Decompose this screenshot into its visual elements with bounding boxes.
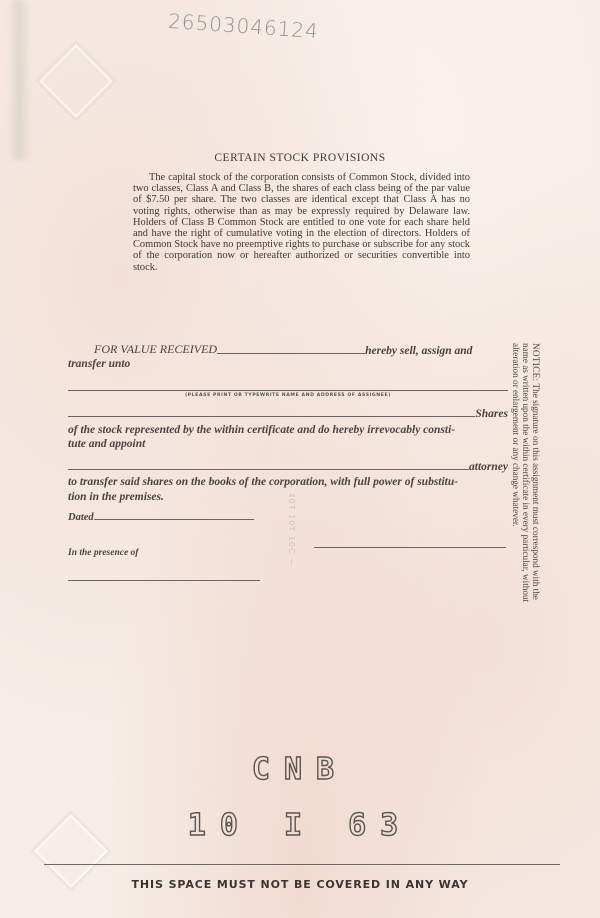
transfer-unto-row [68,358,508,370]
presence-label: In the presence of [68,548,139,558]
paper-stain [8,0,30,160]
section-title: CERTAIN STOCK PROVISIONS [214,152,386,164]
dated-label: Dated [68,512,94,523]
in-premises-text: tion in the premises. [68,491,164,503]
notice-text: The signature on this assignment must correspond with the name as written upon the within certificate in every particular, without alteration or enlargement or any change whatever. [511,343,541,603]
to-transfer-text: to transfer said shares on the books of the corporation, with full power of substitu- [68,476,459,488]
handwritten-certificate-number: 26503046124 [167,8,320,44]
notice-heading: NOTICE: [531,343,541,382]
attorney-name-field[interactable] [68,469,469,470]
attorney-row [68,461,508,473]
for-value-row [68,342,508,357]
attorney-label: attorney [469,461,508,473]
footer-warning: THIS SPACE MUST NOT BE COVERED IN ANY WAY [131,878,469,891]
faint-background-mark: — 40T 10T 10C — [287,480,296,568]
assignor-field[interactable] [217,353,365,354]
transfer-unto-label: transfer unto [68,358,131,370]
shares-label: Shares [475,408,508,420]
assignee-name-field[interactable] [68,390,508,391]
stock-represented-row [68,424,508,436]
constitute-appoint-text: tute and appoint [68,438,146,450]
for-value-label: FOR VALUE RECEIVED [94,342,218,356]
shares-row [68,408,508,420]
stock-provisions-paragraph: The capital stock of the corporation consists of Common Stock, divided into two classes, Class A and Class B, the shares of each class being of the par value of $7.50 per share. The two classes are identical except that Class A has no voting rights, otherwise than as may be expressly required by Delaware law. Holders of Class B Common Stock are entitled to one vote for each share held and have the right of cumulative voting in the election of directors. Holders of Common Stock have no preemptive rights to purchase or subscribe for any stock of the corporation now or hereafter authorized or securities convertible into stock. [133,172,470,273]
perforation-stamp-line2: 10 I 63 [187,808,413,843]
stock-represented-text: of the stock represented by the within certificate and do hereby irrevocably consti- [68,424,456,436]
appoint-row [68,438,508,450]
dated-row [68,512,254,523]
assignee-caption: (PLEASE PRINT OR TYPEWRITE NAME AND ADDRESS OF ASSIGNEE) [185,393,391,398]
shares-count-field[interactable] [68,416,475,417]
footer-divider [44,864,560,865]
date-field[interactable] [94,519,254,520]
witness-signature-field[interactable] [68,580,260,581]
hereby-sell-label: hereby sell, assign and [365,345,473,357]
signature-notice [501,343,541,607]
perforation-stamp-line1: CNB [251,752,349,787]
